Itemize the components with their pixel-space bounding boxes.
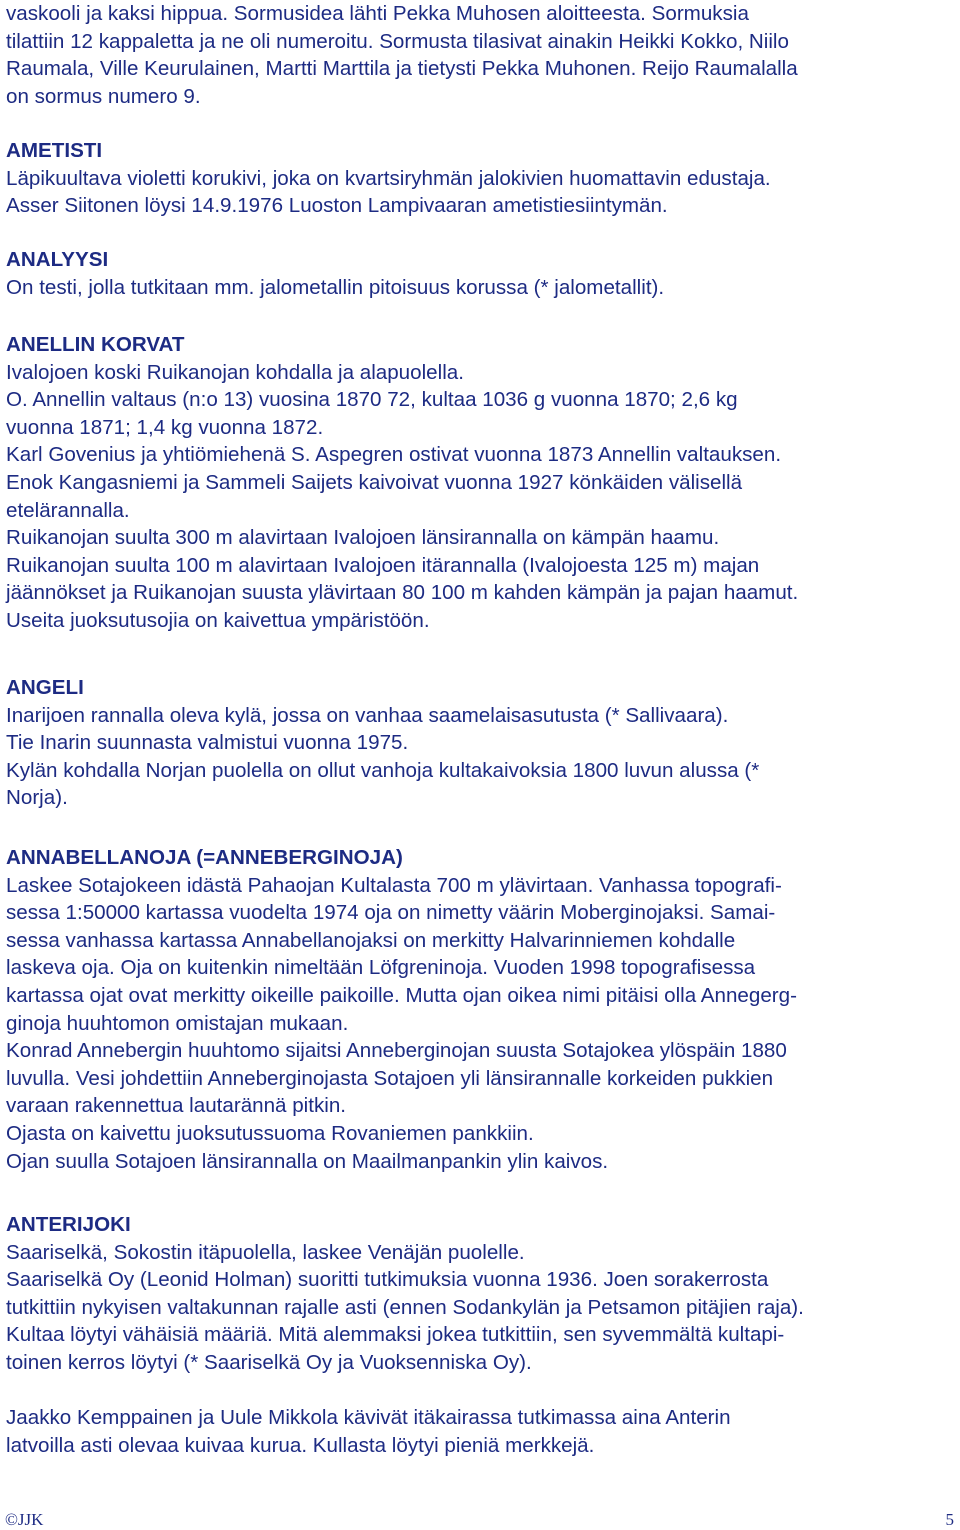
entry-heading: ANELLIN KORVAT — [6, 333, 185, 356]
text-line: O. Annellin valtaus (n:o 13) vuosina 1870 72, kultaa 1036 g vuonna 1870; 2,6 kg — [6, 388, 738, 412]
text-line: Saariselkä Oy (Leonid Holman) suoritti tutkimuksia vuonna 1936. Joen sorakerrosta — [6, 1268, 769, 1292]
text-line: Ojan suulla Sotajoen länsirannalla on Maailmanpankin ylin kaivos. — [6, 1149, 609, 1173]
text-line: sessa 1:50000 kartassa vuodelta 1974 oja on nimetty väärin Moberginojaksi. Samai- — [6, 901, 776, 925]
text-line: Raumala, Ville Keurulainen, Martti Marttila ja tietysti Pekka Muhonen. Reijo Raumalalla — [6, 57, 798, 81]
text-line: Ivalojoen koski Ruikanojan kohdalla ja alapuolella. — [6, 360, 464, 384]
text-line: Ruikanojan suulta 300 m alavirtaan Ivalojoen länsirannalla on kämpän haamu. — [6, 526, 720, 550]
text-line: varaan rakennettua lautarännä pitkin. — [6, 1094, 347, 1118]
text-line: Läpikuultava violetti korukivi, joka on kvartsiryhmän jalokivien huomattavin edustaja. — [6, 166, 771, 190]
entry-heading: ANGELI — [6, 676, 84, 699]
text-line: etelärannalla. — [6, 498, 130, 522]
text-line: kartassa ojat ovat merkitty oikeille paikoille. Mutta ojan oikea nimi pitäisi olla Annegerg- — [6, 983, 797, 1007]
text-line: Tie Inarin suunnasta valmistui vuonna 1975. — [6, 731, 409, 755]
page-number: 5 — [945, 1510, 954, 1529]
text-line: Ruikanojan suulta 100 m alavirtaan Ivalojoen itärannalla (Ivalojoesta 125 m) majan — [6, 553, 760, 577]
text-line: vuonna 1871; 1,4 kg vuonna 1872. — [6, 415, 324, 439]
entry-heading: ANTERIJOKI — [6, 1213, 131, 1236]
text-line: Inarijoen rannalla oleva kylä, jossa on vanhaa saamelaisasutusta (* Sallivaara). — [6, 703, 729, 727]
page-footer — [5, 1510, 954, 1530]
text-line: ginoja huuhtomon omistajan mukaan. — [6, 1011, 349, 1035]
blank-line — [6, 1377, 956, 1405]
text-line: Kultaa löytyi vähäisiä määriä. Mitä alemmaksi jokea tutkittiin, sen syvemmältä kultapi- — [6, 1323, 785, 1347]
text-line: tutkittiin nykyisen valtakunnan rajalle asti (ennen Sodankylän ja Petsamon pitäjien raja). — [6, 1295, 804, 1319]
entry-anellin-korvat — [6, 331, 956, 635]
text-line: Saariselkä, Sokostin itäpuolella, laskee Venäjän puolelle. — [6, 1240, 525, 1264]
text-line: Konrad Annebergin huuhtomo sijaitsi Anneberginojan suusta Sotajokea ylöspäin 1880 — [6, 1039, 787, 1063]
text-line: luvulla. Vesi johdettiin Anneberginojasta Sotajoen yli länsirannalle korkeiden pukkien — [6, 1066, 774, 1090]
text-line: on sormus numero 9. — [6, 84, 201, 108]
entry-heading: ANNABELLANOJA (=ANNEBERGINOJA) — [6, 846, 403, 869]
intro-paragraph — [6, 0, 956, 110]
text-line: sessa vanhassa kartassa Annabellanojaksi on merkitty Halvarinniemen kohdalle — [6, 928, 736, 952]
text-line: Useita juoksutusojia on kaivettua ympäristöön. — [6, 608, 430, 632]
entry-ametisti — [6, 137, 956, 220]
entry-heading: ANALYYSI — [6, 248, 109, 271]
text-line: Laskee Sotajokeen idästä Pahaojan Kultalasta 700 m ylävirtaan. Vanhassa topografi- — [6, 873, 782, 897]
copyright-text: ©JJK — [5, 1510, 44, 1529]
text-line: laskeva oja. Oja on kuitenkin nimeltään Löfgreninoja. Vuoden 1998 topografisessa — [6, 956, 756, 980]
entry-analyysi — [6, 246, 956, 301]
text-line: Norja). — [6, 786, 68, 810]
text-line: Karl Govenius ja yhtiömiehenä S. Aspegren ostivat vuonna 1873 Annellin valtauksen. — [6, 443, 782, 467]
text-line: On testi, jolla tutkitaan mm. jalometallin pitoisuus korussa (* jalometallit). — [6, 275, 665, 299]
text-line: toinen kerros löytyi (* Saariselkä Oy ja Vuoksenniska Oy). — [6, 1350, 532, 1374]
text-line: Enok Kangasniemi ja Sammeli Saijets kaivoivat vuonna 1927 könkäiden välisellä — [6, 470, 743, 494]
text-line: Jaakko Kemppainen ja Uule Mikkola kävivät itäkairassa tutkimassa aina Anterin — [6, 1406, 731, 1430]
text-line: latvoilla asti olevaa kuivaa kurua. Kullasta löytyi pieniä merkkejä. — [6, 1433, 595, 1457]
text-line: Asser Siitonen löysi 14.9.1976 Luoston Lampivaaran ametistiesiintymän. — [6, 194, 668, 218]
text-line: tilattiin 12 kappaletta ja ne oli numeroitu. Sormusta tilasivat ainakin Heikki Kokko, Niilo — [6, 29, 789, 53]
text-line: Ojasta on kaivettu juoksutussuoma Rovaniemen pankkiin. — [6, 1121, 534, 1145]
text-line: vaskooli ja kaksi hippua. Sormusidea lähti Pekka Muhosen aloitteesta. Sormuksia — [6, 2, 749, 25]
entry-heading: AMETISTI — [6, 139, 103, 162]
entry-angeli — [6, 674, 956, 812]
entry-annabellanoja — [6, 844, 956, 1175]
entry-anterijoki — [6, 1211, 956, 1459]
text-line: Kylän kohdalla Norjan puolella on ollut vanhoja kultakaivoksia 1800 luvun alussa (* — [6, 758, 760, 782]
text-line: jäännökset ja Ruikanojan suusta ylävirtaan 80 100 m kahden kämpän ja pajan haamut. — [6, 581, 799, 605]
